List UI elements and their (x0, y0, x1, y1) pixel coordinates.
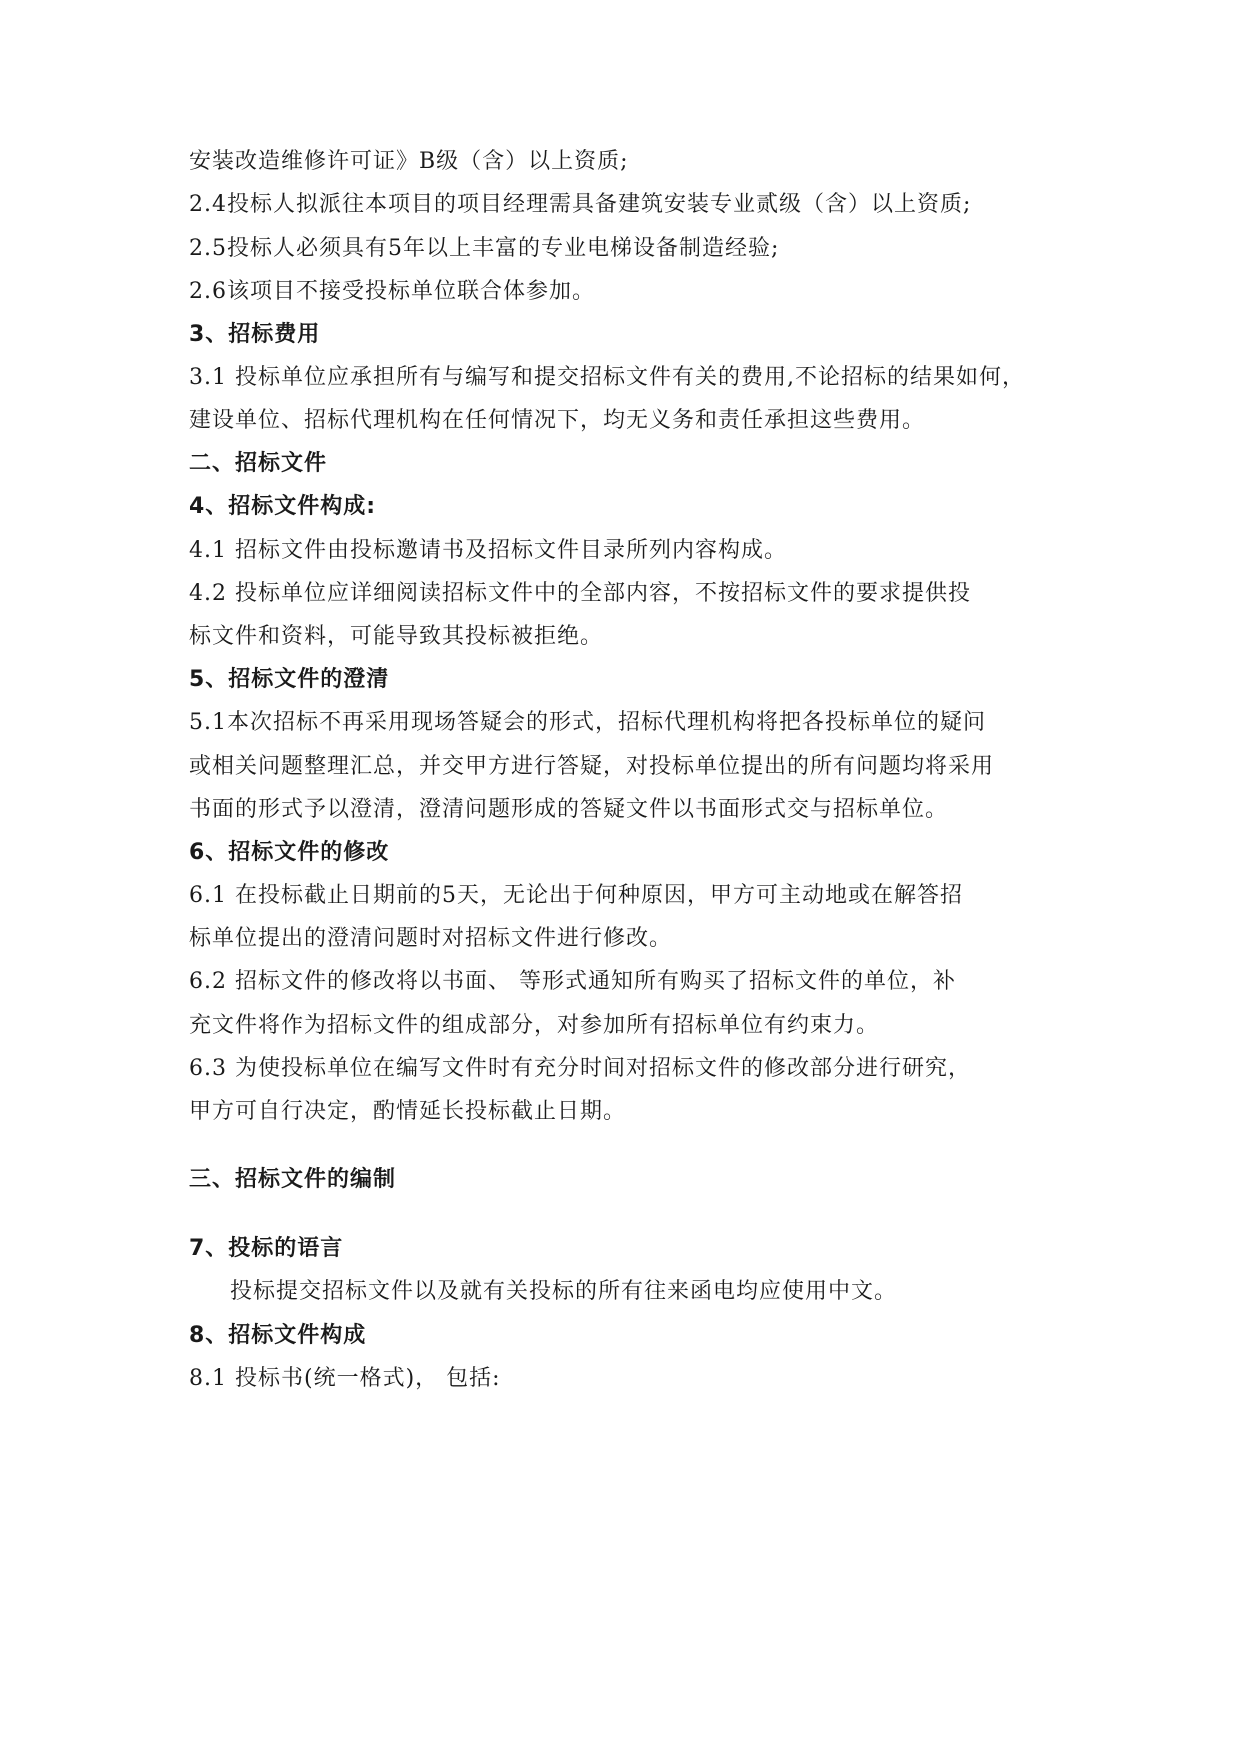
section-heading: 6、招标文件的修改 (189, 840, 390, 865)
chapter-heading: 二、招标文件 (189, 451, 328, 476)
text-line: 充文件将作为招标文件的组成部分，对参加所有招标单位有约束力。 (189, 1013, 880, 1038)
text-line: 2.4投标人拟派往本项目的项目经理需具备建筑安装专业贰级（含）以上资质; (189, 192, 972, 217)
text-line: 建设单位、招标代理机构在任何情况下，均无义务和责任承担这些费用。 (189, 408, 926, 433)
text-line: 3.1 投标单位应承担所有与编写和提交招标文件有关的费用,不论招标的结果如何， (189, 365, 1025, 390)
text-line: 或相关问题整理汇总，并交甲方进行答疑，对投标单位提出的所有问题均将采用 (189, 754, 995, 779)
text-line: 5.1本次招标不再采用现场答疑会的形式，招标代理机构将把各投标单位的疑问 (189, 710, 986, 735)
text-line: 2.6该项目不接受投标单位联合体参加。 (189, 279, 595, 304)
text-line: 标单位提出的澄清问题时对招标文件进行修改。 (189, 926, 673, 951)
text-line: 6.2 招标文件的修改将以书面、 等形式通知所有购买了招标文件的单位，补 (189, 969, 956, 994)
text-line: 标文件和资料，可能导致其投标被拒绝。 (189, 624, 604, 649)
section-heading: 5、招标文件的澄清 (189, 667, 390, 692)
text-line: 书面的形式予以澄清，澄清问题形成的答疑文件以书面形式交与招标单位。 (189, 797, 949, 822)
text-line: 8.1 投标书(统一格式)， 包括: (189, 1366, 501, 1391)
text-line: 甲方可自行决定，酌情延长投标截止日期。 (189, 1099, 627, 1124)
section-heading: 8、招标文件构成 (189, 1323, 367, 1348)
section-heading: 3、招标费用 (189, 322, 321, 347)
text-line: 4.2 投标单位应详细阅读招标文件中的全部内容，不按招标文件的要求提供投 (189, 581, 971, 606)
text-line: 6.1 在投标截止日期前的5天，无论出于何种原因，甲方可主动地或在解答招 (189, 883, 963, 908)
section-heading: 7、投标的语言 (189, 1236, 344, 1261)
chapter-heading: 三、招标文件的编制 (189, 1167, 397, 1192)
text-line: 4.1 招标文件由投标邀请书及招标文件目录所列内容构成。 (189, 538, 787, 563)
text-line: 安装改造维修许可证》B级（含）以上资质; (189, 149, 629, 174)
text-line: 2.5投标人必须具有5年以上丰富的专业电梯设备制造经验; (189, 236, 780, 261)
section-heading: 4、招标文件构成: (189, 494, 377, 519)
text-line: 投标提交招标文件以及就有关投标的所有往来函电均应使用中文。 (230, 1279, 898, 1304)
text-line: 6.3 为使投标单位在编写文件时有充分时间对招标文件的修改部分进行研究， (189, 1056, 971, 1081)
